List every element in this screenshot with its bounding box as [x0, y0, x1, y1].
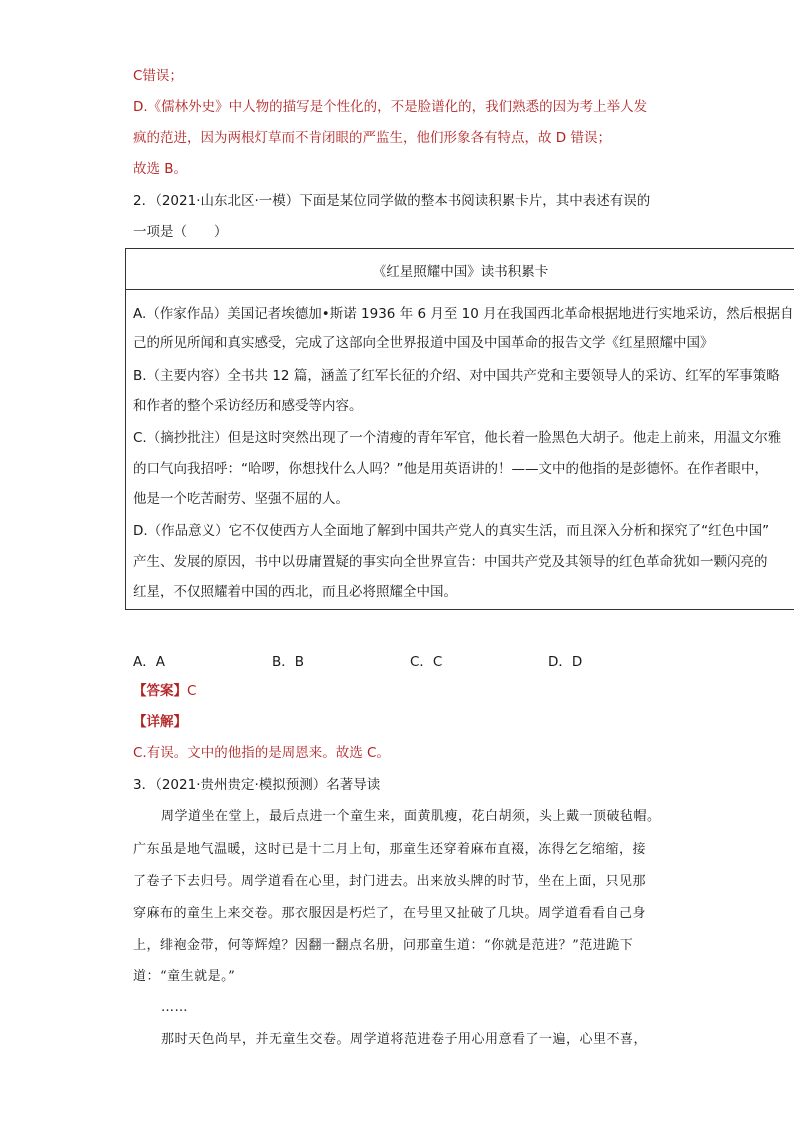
- reading-card: [125, 248, 794, 610]
- answer-label: 【答案】: [133, 683, 187, 699]
- card-line-a-2: 己的所见所闻和真实感受，完成了这部向全世界报道中国及中国革命的报告文学《红星照耀中国》: [133, 335, 714, 351]
- passage-line-3: 了卷子下去归号。周学道看在心里，封门进去。出来放头牌的时节，坐在上面，只见那: [133, 874, 647, 889]
- card-line-b-2: 和作者的整个采访经历和感受等内容。: [133, 398, 363, 414]
- passage-line-1: 周学道坐在堂上，最后点进一个童生来，面黄肌瘦，花白胡须，头上戴一顶破毡帽。: [161, 809, 661, 824]
- card-line-d-2: 产生、发展的原因，书中以毋庸置疑的事实向全世界宣告：中国共产党及其领导的红色革命犹如一颗闪亮的: [133, 554, 768, 570]
- card-line-b-1: B.（主要内容）全书共 12 篇，涵盖了红军长征的介绍、对中国共产党和主要领导人的采访、红军的军事策略: [133, 368, 780, 384]
- card-line-a-1: A.（作家作品）美国记者埃德加•斯诺 1936 年 6 月至 10 月在我国西北革命根据地进行实地采访，然后根据自: [133, 306, 794, 322]
- explanation-d-line-2: 疯的范进，因为两根灯草而不肯闭眼的严监生，他们形象各有特点，故 D 错误；: [133, 130, 611, 146]
- question-2-stem-line-2: 一项是（ ）: [133, 224, 228, 240]
- explanation-d-line-1: D.《儒林外史》中人物的描写是个性化的，不是脸谱化的，我们熟悉的因为考上举人发: [133, 99, 648, 115]
- option-c: C．C: [410, 654, 443, 670]
- explanation-conclusion: 故选 B。: [133, 161, 188, 177]
- passage-line-5: 上，绯袍金带，何等辉煌？因翻一翻点名册，问那童生道：“你就是范进？”范进跪下: [133, 938, 634, 953]
- answer-value: C: [187, 683, 197, 699]
- explanation-c-wrong: C错误；: [133, 68, 183, 84]
- detail-label: 【详解】: [133, 714, 187, 730]
- card-line-d-3: 红星，不仅照耀着中国的西北，而且必将照耀全中国。: [133, 584, 457, 600]
- answer-row: [133, 681, 196, 701]
- option-a: A．A: [133, 654, 165, 670]
- passage-line-2: 广东虽是地气温暖，这时已是十二月上旬，那童生还穿着麻布直裰，冻得乞乞缩缩，接: [133, 842, 647, 857]
- passage-line-7: 那时天色尚早，并无童生交卷。周学道将范进卷子用心用意看了一遍，心里不喜，: [161, 1032, 648, 1047]
- detail-text: C.有误。文中的他指的是周恩来。故选 C。: [133, 745, 390, 761]
- reading-card-title: 《红星照耀中国》读书积累卡: [372, 264, 549, 280]
- card-line-c-1: C.（摘抄批注）但是这时突然出现了一个清瘦的青年军官，他长着一脸黑色大胡子。他走上前来，用温文尔雅: [133, 430, 782, 446]
- question-2-stem-line-1: 2．（2021·山东北区·一模）下面是某位同学做的整本书阅读积累卡片，其中表述有误的: [133, 193, 651, 209]
- card-line-c-2: 的口气向我招呼：“哈啰，你想找什么人吗？”他是用英语讲的！——文中的他指的是彭德怀。在作者眼中，: [133, 461, 768, 477]
- card-line-d-1: D.（作品意义）它不仅使西方人全面地了解到中国共产党人的真实生活，而且深入分析和探究了“红色中国”: [133, 523, 770, 539]
- option-d: D．D: [548, 654, 583, 670]
- question-3-stem: 3．（2021·贵州贵定·模拟预测）名著导读: [133, 777, 381, 793]
- passage-ellipsis: ……: [161, 1000, 188, 1015]
- passage-line-6: 道：“童生就是。”: [133, 969, 236, 984]
- reading-card-header: [126, 249, 794, 290]
- option-b: B．B: [272, 654, 305, 670]
- passage-line-4: 穿麻布的童生上来交卷。那衣服因是朽烂了，在号里又扯破了几块。周学道看看自己身: [133, 906, 647, 921]
- card-line-c-3: 他是一个吃苦耐劳、坚强不屈的人。: [133, 491, 349, 507]
